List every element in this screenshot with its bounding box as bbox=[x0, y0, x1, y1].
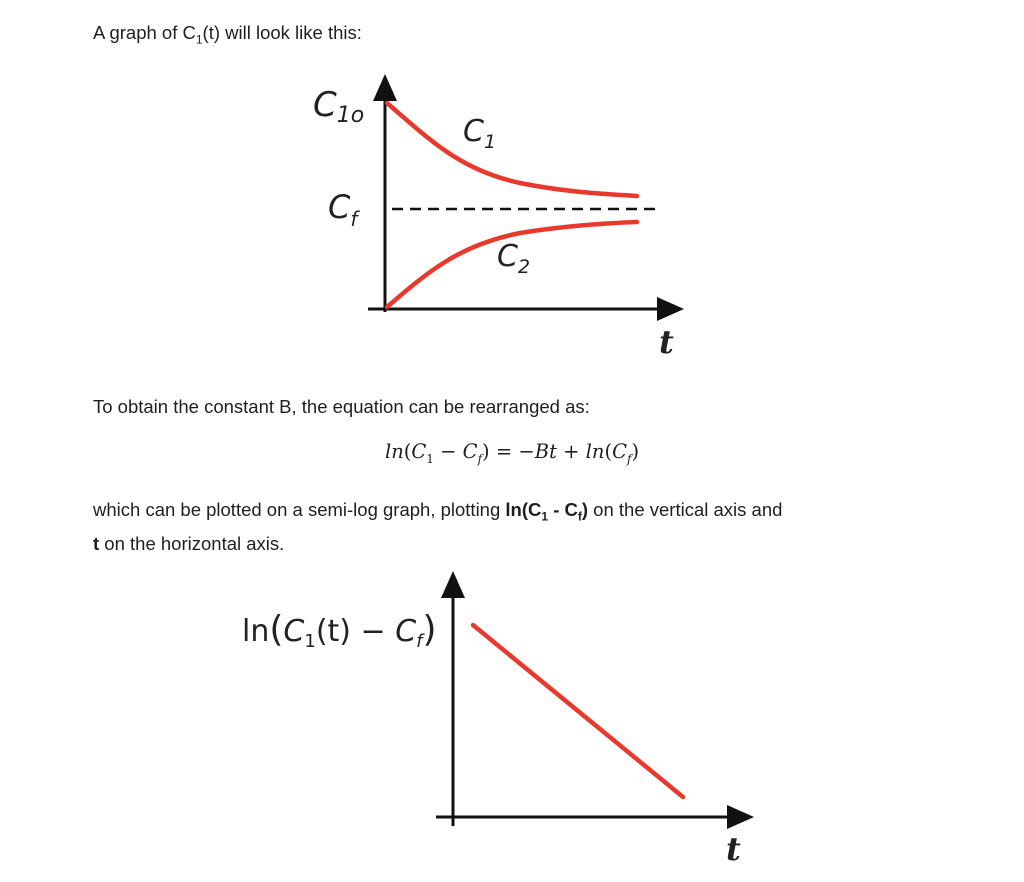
graph1-x-label: t bbox=[659, 323, 674, 361]
eq-cf-sub: f bbox=[477, 451, 483, 466]
graph1-label-curve2: $C_2$ bbox=[497, 239, 531, 278]
semilog-bold-expr: $\ln(C_1 - C_f)$ bbox=[505, 499, 589, 524]
eq-paren: ) bbox=[482, 440, 490, 463]
equation bbox=[0, 440, 1024, 466]
eq-cf: C bbox=[462, 440, 478, 463]
intro-sub: 1 bbox=[195, 32, 203, 47]
intro-suffix: (t) will look like this: bbox=[202, 22, 362, 43]
semilog-text bbox=[93, 493, 913, 561]
eq-ln-left: ln bbox=[384, 440, 404, 463]
eq-bt: Bt bbox=[534, 440, 557, 463]
eq-paren: ( bbox=[604, 440, 613, 463]
semilog-text-part: on the vertical axis and bbox=[588, 499, 783, 520]
graph2-y-label: $\ln(C_1(t) - C_f)$ bbox=[242, 609, 437, 652]
graph1-label-curve1: $C_1$ bbox=[463, 114, 497, 153]
eq-equals: = − bbox=[489, 440, 535, 463]
eq-plus: + bbox=[556, 440, 586, 463]
semilog-text-part: which can be plotted on a semi-log graph, plotting bbox=[93, 499, 506, 520]
eq-rhs-cf-sub: f bbox=[626, 451, 632, 466]
intro-prefix: A graph of C bbox=[93, 22, 196, 43]
eq-paren: ) bbox=[631, 440, 640, 463]
eq-paren: ( bbox=[403, 440, 412, 463]
semilog-bold-t: t bbox=[93, 533, 100, 554]
graph2-x-label: t bbox=[726, 830, 741, 868]
semilog-text-part: on the horizontal axis. bbox=[99, 533, 285, 554]
graph2-linear-line bbox=[473, 625, 683, 797]
graph1-label-c1o: C1o bbox=[313, 85, 365, 128]
eq-ln-right: ln bbox=[585, 440, 605, 463]
eq-c1-sub: 1 bbox=[426, 451, 434, 466]
graph1-c2-curve bbox=[387, 222, 637, 307]
graph1-label-cf: $C_f$ bbox=[328, 188, 358, 231]
rearrange-text: To obtain the constant B, the equation can be rearranged as: bbox=[93, 396, 590, 417]
eq-c1: C bbox=[411, 440, 427, 463]
eq-minus: − bbox=[433, 440, 463, 463]
intro-text bbox=[93, 16, 362, 50]
graph1-c1-curve bbox=[387, 103, 637, 196]
eq-rhs-cf: C bbox=[612, 440, 627, 463]
